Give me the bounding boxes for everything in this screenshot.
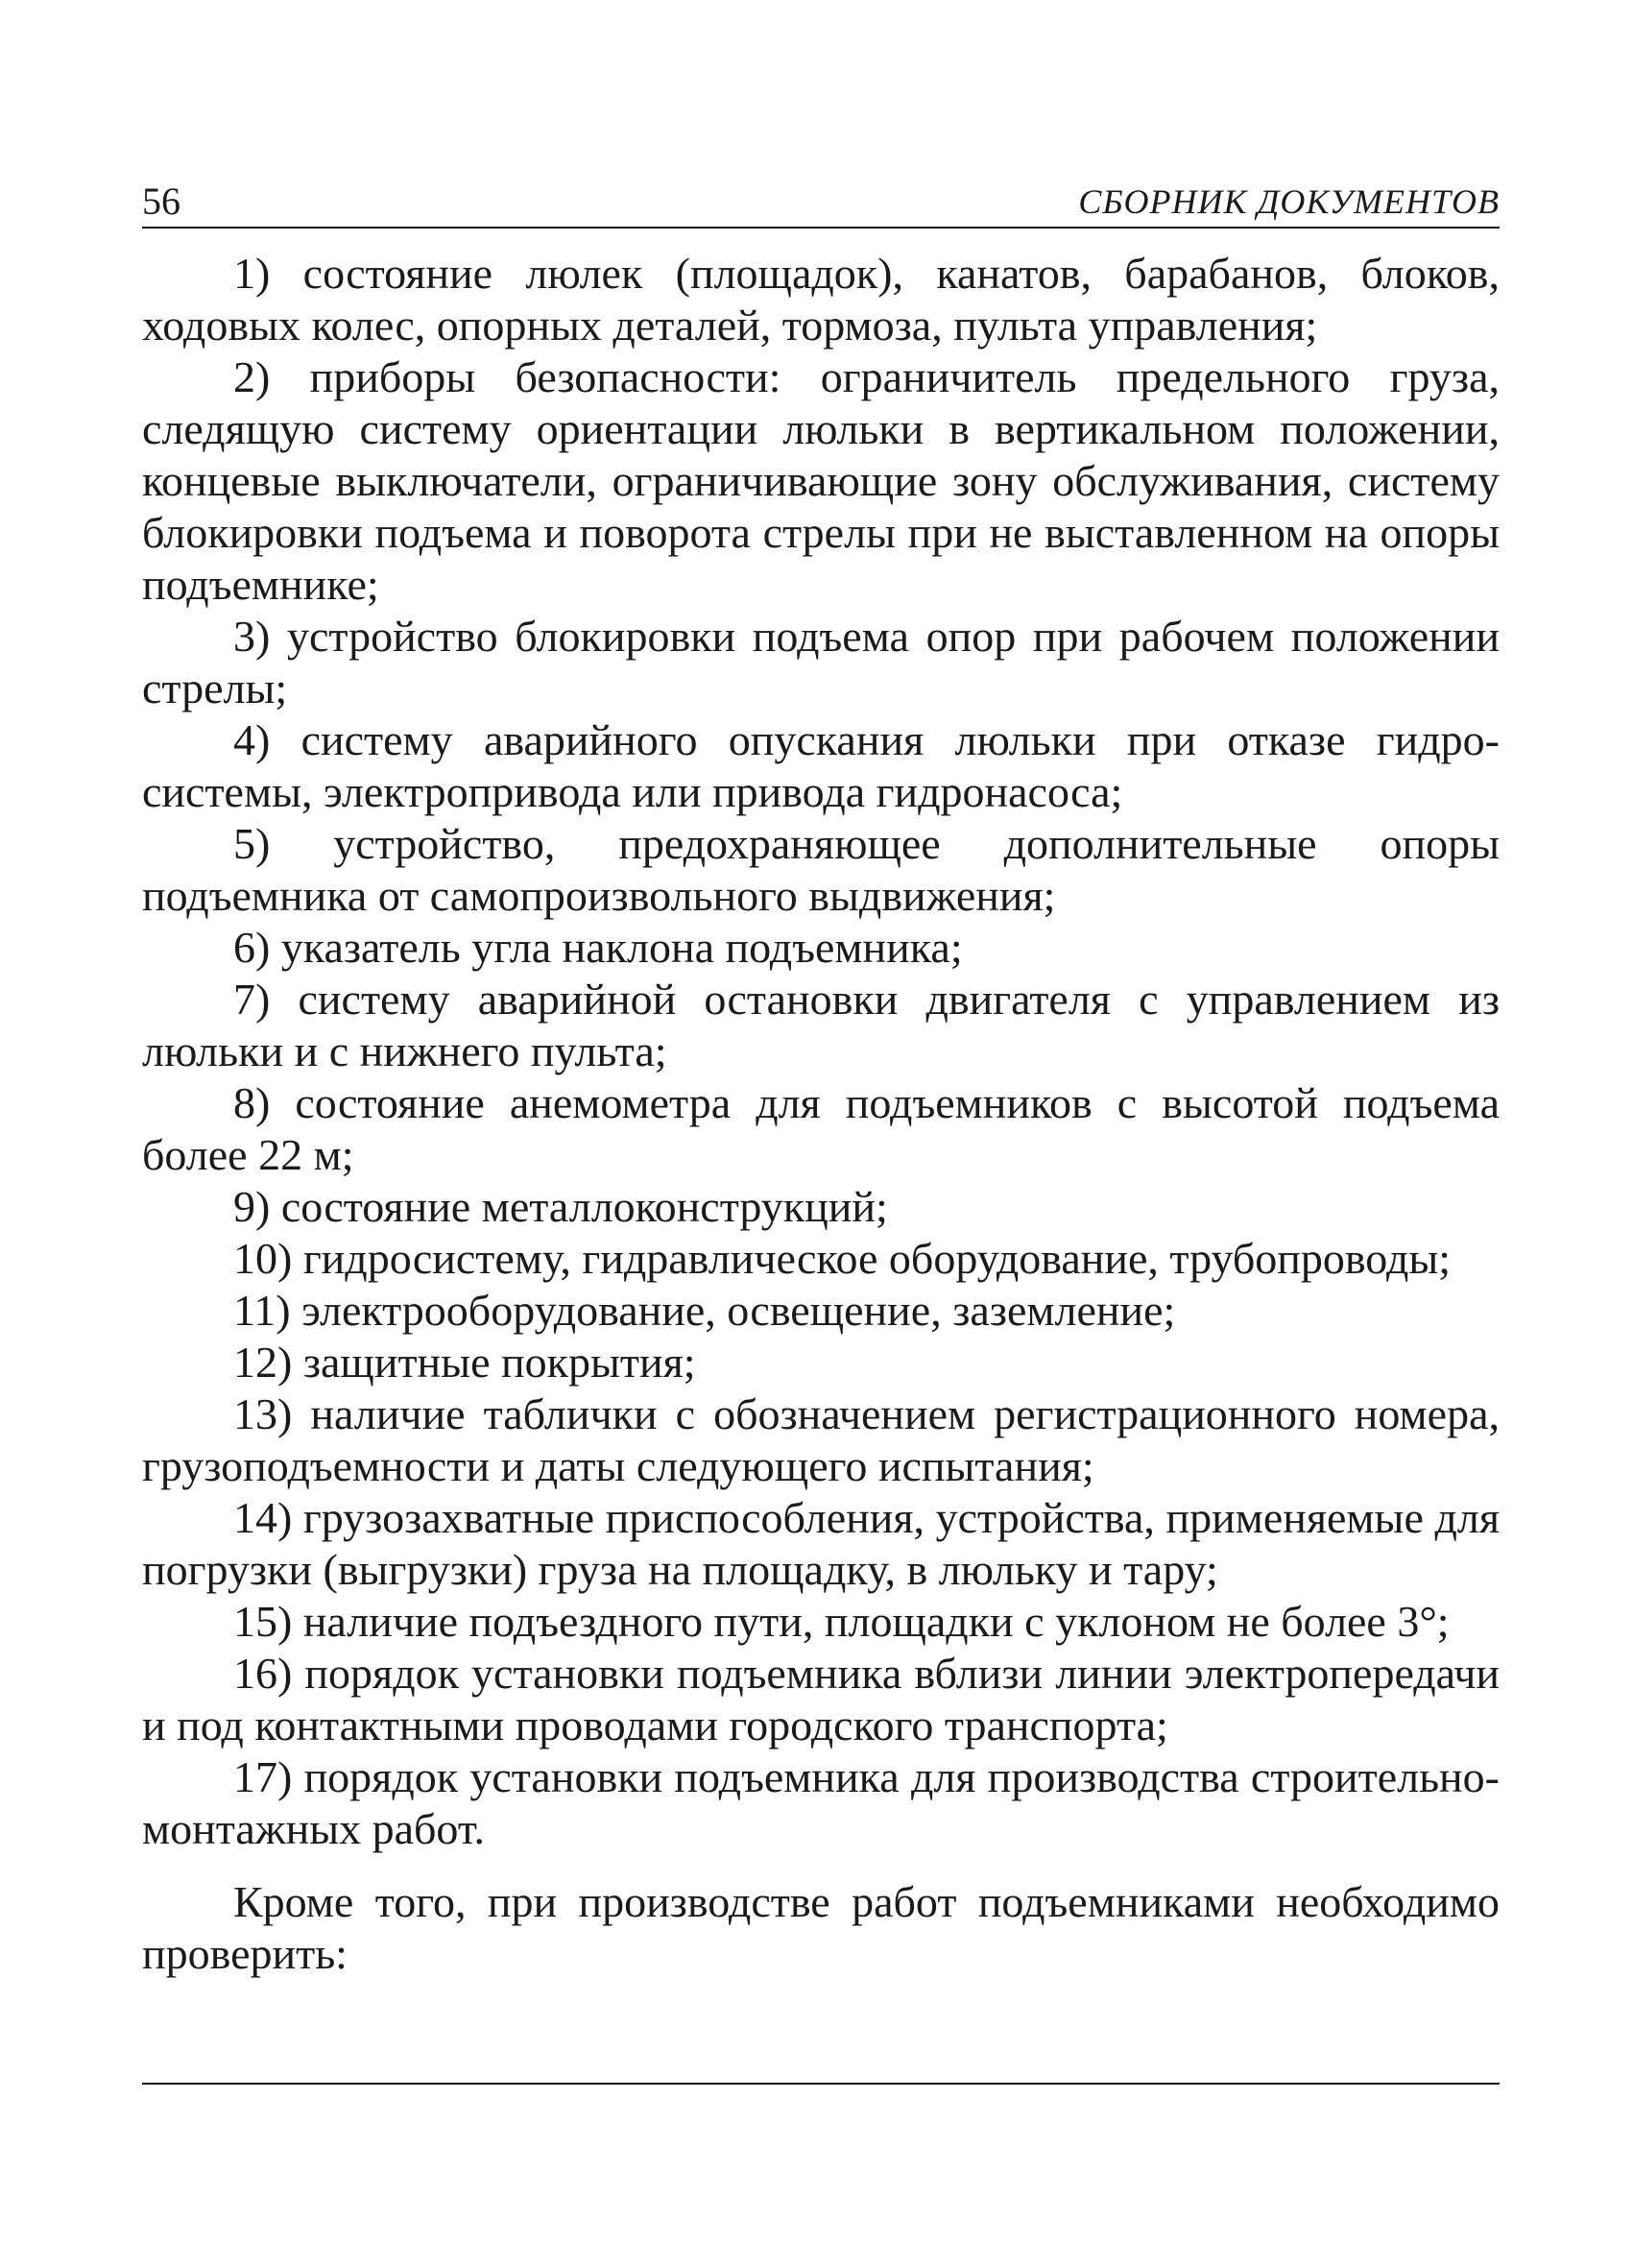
list-item-17: 17) порядок установки подъемника для производства строительно-монтажных работ.	[142, 1752, 1500, 1853]
list-item-5: 5) устройство, предохраняющее дополнительные опоры подъемника от самопроизвольного выдвижения;	[142, 819, 1500, 920]
list-item-12: 12) защитные покрытия;	[233, 1338, 696, 1387]
list-item-7: 7) систему аварийной остановки двигателя с управлением из люльки и с нижнего пульта;	[142, 975, 1500, 1075]
list-item-11: 11) электрооборудование, освещение, заземление;	[233, 1286, 1176, 1335]
list-item-9: 9) состояние металлоконструкций;	[233, 1182, 888, 1231]
header-rule	[142, 227, 1500, 229]
page-header	[142, 179, 1500, 225]
closing-paragraph: Кроме того, при производстве работ подъемниками необходимо проверить:	[142, 1877, 1500, 1978]
list-item-1: 1) состояние люлек (площадок), канатов, барабанов, блоков, ходовых колес, опорных деталей, тормоза, пульта управления;	[142, 249, 1500, 350]
footer-rule	[142, 2083, 1500, 2085]
list-item-8: 8) состояние анемометра для подъемников с высотой подъема более 22 м;	[142, 1078, 1500, 1179]
list-item-16: 16) порядок установки подъемника вблизи линии электропередачи и под контактными проводами городского транспорта;	[142, 1649, 1500, 1749]
list-item-14: 14) грузозахватные приспособления, устройства, применяемые для погрузки (выгрузки) груза на площадку, в люльку и тару;	[142, 1493, 1500, 1594]
running-title: СБОРНИК ДОКУМЕНТОВ	[1078, 182, 1500, 221]
list-item-13: 13) наличие таблички с обозначением регистрационного номера, грузоподъемности и даты следующего испытания;	[142, 1389, 1500, 1490]
text-body	[142, 248, 1500, 1980]
list-item-6: 6) указатель угла наклона подъемника;	[233, 923, 963, 972]
list-item-2: 2) приборы безопасности: ограничитель предельного груза, следящую систему ориентации люльки в вертикальном положении, концевые выключатели, ограничивающие зону обслуживания, систему блокировки подъема и поворота стрелы при не выставленном на опоры подъемнике;	[142, 352, 1500, 609]
list-item-10: 10) гидросистему, гидравлическое оборудование, трубопроводы;	[233, 1234, 1452, 1283]
list-item-15: 15) наличие подъездного пути, площадки с уклоном не более 3°;	[233, 1597, 1450, 1646]
list-item-3: 3) устройство блокировки подъема опор при рабочем положении стрелы;	[142, 612, 1500, 712]
page-number: 56	[142, 180, 180, 223]
list-item-4: 4) систему аварийного опускания люльки при отказе гидросистемы, электропривода или привода гидронасоса;	[142, 715, 1500, 816]
